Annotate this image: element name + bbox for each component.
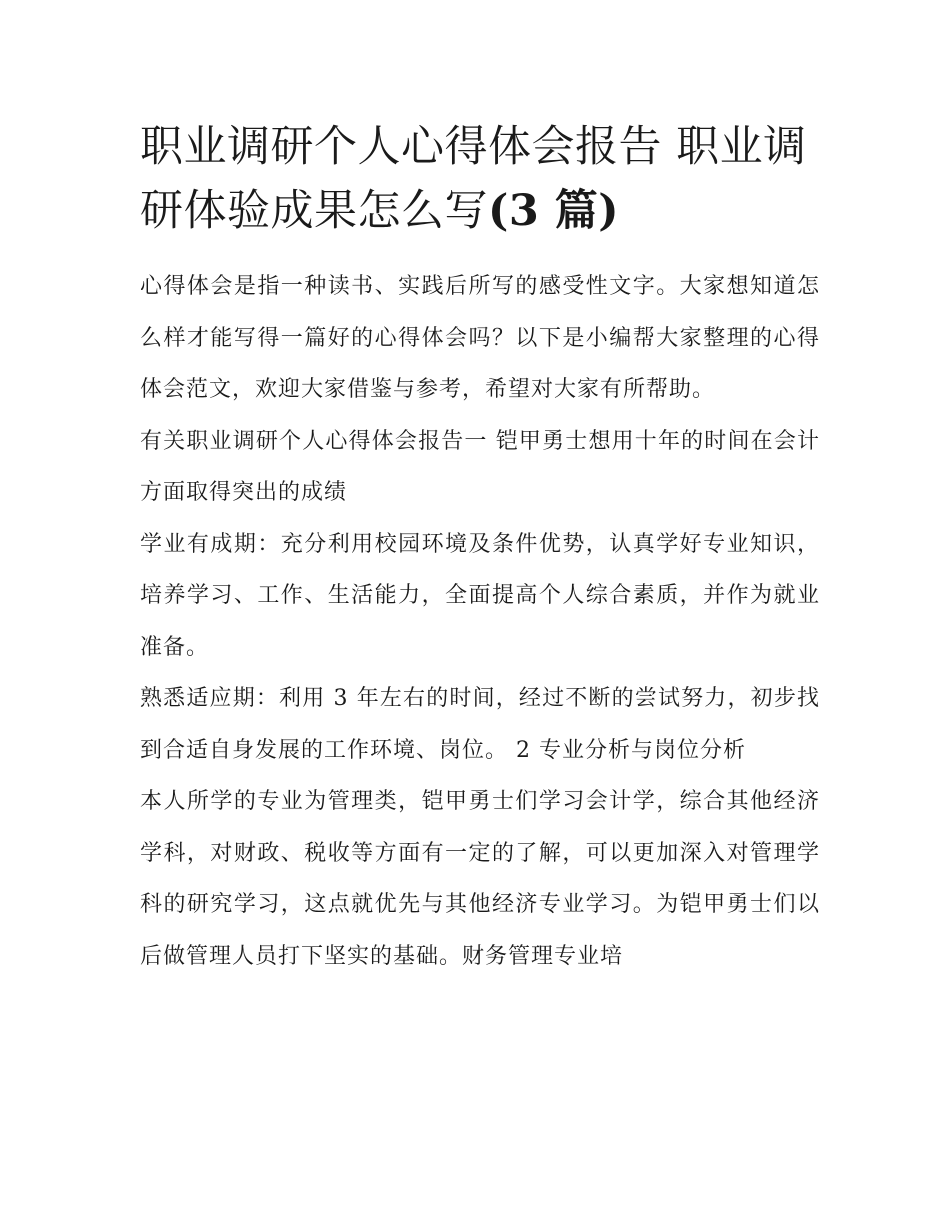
title-suffix: (3 篇) [488,186,620,236]
document-body [140,115,820,982]
major-analysis-paragraph: 本人所学的专业为管理类，铠甲勇士们学习会计学，综合其他经济学科，对财政、税收等方面有一定的了解，可以更加深入对管理学科的研究学习，这点就优先与其他经济专业学习。为铠甲勇士们以后做管理人员打下坚实的基础。财务管理专业培 [140,789,820,969]
intro-paragraph: 心得体会是指一种读书、实践后所写的感受性文字。大家想知道怎么样才能写得一篇好的心得体会吗？以下是小编帮大家整理的心得体会范文，欢迎大家借鉴与参考，希望对大家有所帮助。 [140,274,820,402]
document-title [140,115,820,243]
title-main: 职业调研个人心得体会报告 职业调研体验成果怎么写 [140,122,807,236]
section-heading-paragraph: 有关职业调研个人心得体会报告一 铠甲勇士想用十年的时间在会计方面取得突出的成绩 [140,428,820,505]
study-period-paragraph: 学业有成期：充分利用校园环境及条件优势，认真学好专业知识，培养学习、工作、生活能力，全面提高个人综合素质，并作为就业准备。 [140,531,820,660]
adaptation-period-paragraph: 熟悉适应期：利用 3 年左右的时间，经过不断的尝试努力，初步找到合适自身发展的工作环境、岗位。 2 专业分析与岗位分析 [140,686,820,763]
